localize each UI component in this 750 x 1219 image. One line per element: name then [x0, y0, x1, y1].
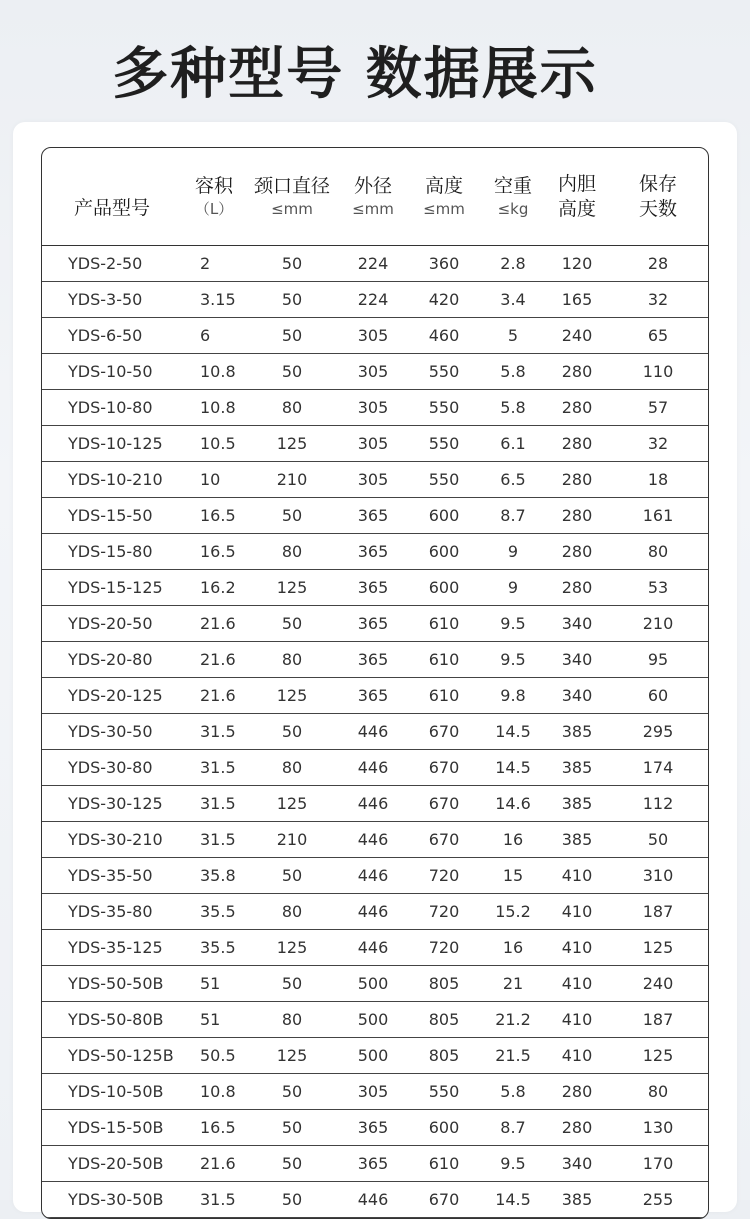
cell-outer-diameter: 365: [338, 1146, 408, 1182]
cell-volume: 16.2: [182, 570, 246, 606]
cell-storage-days: 187: [608, 894, 708, 930]
cell-outer-diameter: 365: [338, 678, 408, 714]
cell-model: YDS-20-50B: [42, 1146, 182, 1182]
cell-storage-days: 80: [608, 534, 708, 570]
cell-empty-weight: 21.5: [480, 1038, 546, 1074]
cell-storage-days: 255: [608, 1182, 708, 1218]
cell-volume: 31.5: [182, 822, 246, 858]
cell-volume: 3.15: [182, 282, 246, 318]
cell-volume: 10.8: [182, 390, 246, 426]
cell-height: 360: [408, 246, 480, 282]
cell-inner-height: 280: [546, 1110, 608, 1146]
cell-empty-weight: 8.7: [480, 498, 546, 534]
cell-volume: 2: [182, 246, 246, 282]
table-row: [42, 462, 708, 498]
cell-model: YDS-20-80: [42, 642, 182, 678]
cell-inner-height: 410: [546, 966, 608, 1002]
cell-empty-weight: 6.1: [480, 426, 546, 462]
table-row: [42, 678, 708, 714]
table-row: [42, 1002, 708, 1038]
cell-outer-diameter: 305: [338, 354, 408, 390]
cell-empty-weight: 14.5: [480, 1182, 546, 1218]
cell-outer-diameter: 305: [338, 390, 408, 426]
cell-empty-weight: 9.8: [480, 678, 546, 714]
cell-model: YDS-20-50: [42, 606, 182, 642]
cell-height: 550: [408, 462, 480, 498]
cell-volume: 51: [182, 1002, 246, 1038]
cell-model: YDS-30-50: [42, 714, 182, 750]
cell-volume: 31.5: [182, 1182, 246, 1218]
cell-outer-diameter: 446: [338, 786, 408, 822]
header-empty-weight: [480, 148, 546, 246]
cell-height: 805: [408, 1002, 480, 1038]
header-weight-unit: ≤kg: [497, 199, 529, 218]
header-storage-label-1: 保存: [638, 172, 677, 195]
cell-inner-height: 165: [546, 282, 608, 318]
cell-volume: 51: [182, 966, 246, 1002]
cell-volume: 16.5: [182, 534, 246, 570]
cell-inner-height: 280: [546, 426, 608, 462]
cell-empty-weight: 9: [480, 534, 546, 570]
cell-outer-diameter: 305: [338, 1074, 408, 1110]
header-neck-label: 颈口直径: [253, 174, 330, 197]
header-model-label: 产品型号: [73, 196, 150, 219]
cell-empty-weight: 16: [480, 822, 546, 858]
table-row: [42, 606, 708, 642]
header-inner-height: [546, 148, 608, 246]
cell-neck-diameter: 210: [246, 462, 338, 498]
table-row: [42, 1038, 708, 1074]
cell-storage-days: 50: [608, 822, 708, 858]
cell-height: 610: [408, 1146, 480, 1182]
cell-outer-diameter: 305: [338, 426, 408, 462]
table-row: [42, 786, 708, 822]
table-row: [42, 498, 708, 534]
cell-neck-diameter: 125: [246, 1038, 338, 1074]
cell-neck-diameter: 50: [246, 714, 338, 750]
cell-storage-days: 32: [608, 426, 708, 462]
cell-height: 600: [408, 570, 480, 606]
header-inner-label-2: 高度: [557, 197, 596, 220]
cell-inner-height: 280: [546, 534, 608, 570]
cell-model: YDS-30-210: [42, 822, 182, 858]
cell-inner-height: 340: [546, 606, 608, 642]
cell-model: YDS-6-50: [42, 318, 182, 354]
cell-model: YDS-2-50: [42, 246, 182, 282]
table-row: [42, 822, 708, 858]
cell-height: 550: [408, 354, 480, 390]
cell-volume: 35.8: [182, 858, 246, 894]
cell-height: 720: [408, 930, 480, 966]
header-model: [42, 148, 182, 246]
cell-volume: 10.5: [182, 426, 246, 462]
cell-empty-weight: 14.5: [480, 714, 546, 750]
cell-height: 670: [408, 786, 480, 822]
table-row: [42, 750, 708, 786]
cell-neck-diameter: 50: [246, 246, 338, 282]
cell-height: 600: [408, 534, 480, 570]
cell-empty-weight: 5.8: [480, 354, 546, 390]
cell-outer-diameter: 446: [338, 930, 408, 966]
cell-outer-diameter: 365: [338, 534, 408, 570]
cell-storage-days: 210: [608, 606, 708, 642]
cell-model: YDS-15-50B: [42, 1110, 182, 1146]
cell-outer-diameter: 500: [338, 1038, 408, 1074]
cell-outer-diameter: 365: [338, 498, 408, 534]
cell-empty-weight: 15: [480, 858, 546, 894]
cell-neck-diameter: 50: [246, 858, 338, 894]
cell-storage-days: 65: [608, 318, 708, 354]
cell-height: 670: [408, 714, 480, 750]
cell-volume: 21.6: [182, 642, 246, 678]
table-row: [42, 426, 708, 462]
cell-inner-height: 280: [546, 390, 608, 426]
cell-outer-diameter: 365: [338, 1110, 408, 1146]
table-row: [42, 318, 708, 354]
header-outer-unit: ≤mm: [352, 199, 394, 218]
table-row: [42, 714, 708, 750]
cell-outer-diameter: 365: [338, 642, 408, 678]
cell-inner-height: 410: [546, 1002, 608, 1038]
cell-height: 805: [408, 1038, 480, 1074]
cell-neck-diameter: 50: [246, 1110, 338, 1146]
cell-outer-diameter: 446: [338, 894, 408, 930]
spec-table: [42, 148, 708, 1218]
cell-neck-diameter: 80: [246, 894, 338, 930]
cell-neck-diameter: 80: [246, 750, 338, 786]
cell-storage-days: 240: [608, 966, 708, 1002]
cell-empty-weight: 2.8: [480, 246, 546, 282]
cell-volume: 31.5: [182, 786, 246, 822]
cell-neck-diameter: 50: [246, 1182, 338, 1218]
cell-inner-height: 280: [546, 570, 608, 606]
cell-inner-height: 385: [546, 822, 608, 858]
cell-outer-diameter: 305: [338, 462, 408, 498]
cell-empty-weight: 16: [480, 930, 546, 966]
cell-inner-height: 120: [546, 246, 608, 282]
cell-height: 720: [408, 858, 480, 894]
cell-storage-days: 110: [608, 354, 708, 390]
cell-storage-days: 112: [608, 786, 708, 822]
cell-storage-days: 125: [608, 1038, 708, 1074]
table-header-row: [42, 148, 708, 246]
header-storage-label-2: 天数: [638, 197, 677, 220]
cell-model: YDS-10-50: [42, 354, 182, 390]
cell-volume: 21.6: [182, 606, 246, 642]
cell-model: YDS-15-50: [42, 498, 182, 534]
cell-volume: 31.5: [182, 714, 246, 750]
cell-empty-weight: 15.2: [480, 894, 546, 930]
table-row: [42, 966, 708, 1002]
cell-inner-height: 385: [546, 1182, 608, 1218]
cell-neck-diameter: 125: [246, 678, 338, 714]
cell-volume: 10: [182, 462, 246, 498]
cell-outer-diameter: 365: [338, 570, 408, 606]
cell-storage-days: 130: [608, 1110, 708, 1146]
cell-neck-diameter: 80: [246, 390, 338, 426]
cell-inner-height: 240: [546, 318, 608, 354]
table-row: [42, 1110, 708, 1146]
cell-model: YDS-30-50B: [42, 1182, 182, 1218]
cell-storage-days: 53: [608, 570, 708, 606]
cell-neck-diameter: 50: [246, 1074, 338, 1110]
cell-volume: 16.5: [182, 498, 246, 534]
cell-empty-weight: 3.4: [480, 282, 546, 318]
header-inner-label-1: 内胆: [557, 172, 596, 195]
cell-outer-diameter: 446: [338, 714, 408, 750]
cell-outer-diameter: 446: [338, 822, 408, 858]
cell-height: 610: [408, 606, 480, 642]
cell-height: 670: [408, 750, 480, 786]
cell-neck-diameter: 125: [246, 786, 338, 822]
cell-height: 610: [408, 678, 480, 714]
cell-height: 550: [408, 426, 480, 462]
cell-inner-height: 410: [546, 894, 608, 930]
cell-volume: 35.5: [182, 930, 246, 966]
table-row: [42, 894, 708, 930]
cell-empty-weight: 21.2: [480, 1002, 546, 1038]
cell-height: 720: [408, 894, 480, 930]
cell-inner-height: 280: [546, 462, 608, 498]
cell-model: YDS-50-125B: [42, 1038, 182, 1074]
cell-outer-diameter: 305: [338, 318, 408, 354]
cell-height: 600: [408, 498, 480, 534]
cell-height: 670: [408, 822, 480, 858]
cell-model: YDS-35-80: [42, 894, 182, 930]
table-row: [42, 570, 708, 606]
cell-volume: 6: [182, 318, 246, 354]
cell-neck-diameter: 50: [246, 318, 338, 354]
header-volume-label: 容积: [194, 174, 233, 197]
cell-volume: 21.6: [182, 1146, 246, 1182]
cell-empty-weight: 6.5: [480, 462, 546, 498]
cell-model: YDS-35-125: [42, 930, 182, 966]
cell-inner-height: 340: [546, 678, 608, 714]
cell-model: YDS-50-50B: [42, 966, 182, 1002]
cell-height: 460: [408, 318, 480, 354]
cell-neck-diameter: 125: [246, 570, 338, 606]
cell-empty-weight: 8.7: [480, 1110, 546, 1146]
cell-storage-days: 170: [608, 1146, 708, 1182]
cell-storage-days: 161: [608, 498, 708, 534]
cell-neck-diameter: 50: [246, 354, 338, 390]
cell-outer-diameter: 365: [338, 606, 408, 642]
cell-neck-diameter: 80: [246, 534, 338, 570]
cell-empty-weight: 5: [480, 318, 546, 354]
cell-empty-weight: 9.5: [480, 606, 546, 642]
cell-empty-weight: 14.6: [480, 786, 546, 822]
cell-neck-diameter: 50: [246, 966, 338, 1002]
header-weight-label: 空重: [493, 174, 532, 197]
cell-model: YDS-30-80: [42, 750, 182, 786]
cell-storage-days: 187: [608, 1002, 708, 1038]
page-title: 多种型号 数据展示: [112, 42, 598, 107]
table-row: [42, 390, 708, 426]
header-volume: [182, 148, 246, 246]
cell-volume: 10.8: [182, 1074, 246, 1110]
header-height-unit: ≤mm: [423, 199, 465, 218]
cell-inner-height: 280: [546, 1074, 608, 1110]
cell-volume: 35.5: [182, 894, 246, 930]
cell-neck-diameter: 80: [246, 1002, 338, 1038]
cell-neck-diameter: 125: [246, 426, 338, 462]
cell-model: YDS-20-125: [42, 678, 182, 714]
cell-height: 670: [408, 1182, 480, 1218]
cell-outer-diameter: 224: [338, 246, 408, 282]
cell-neck-diameter: 50: [246, 282, 338, 318]
header-volume-unit: （L）: [194, 199, 234, 218]
cell-empty-weight: 21: [480, 966, 546, 1002]
header-height-label: 高度: [424, 174, 463, 197]
header-neck-diameter: [246, 148, 338, 246]
cell-inner-height: 385: [546, 786, 608, 822]
cell-model: YDS-50-80B: [42, 1002, 182, 1038]
cell-height: 610: [408, 642, 480, 678]
header-storage-days: [608, 148, 708, 246]
cell-neck-diameter: 50: [246, 498, 338, 534]
cell-volume: 10.8: [182, 354, 246, 390]
cell-storage-days: 125: [608, 930, 708, 966]
cell-neck-diameter: 80: [246, 642, 338, 678]
cell-height: 420: [408, 282, 480, 318]
table-row: [42, 1146, 708, 1182]
header-height: [408, 148, 480, 246]
cell-model: YDS-35-50: [42, 858, 182, 894]
spec-table-container: [41, 147, 709, 1219]
cell-storage-days: 95: [608, 642, 708, 678]
cell-storage-days: 18: [608, 462, 708, 498]
cell-outer-diameter: 224: [338, 282, 408, 318]
cell-height: 550: [408, 1074, 480, 1110]
cell-storage-days: 310: [608, 858, 708, 894]
cell-empty-weight: 5.8: [480, 390, 546, 426]
cell-storage-days: 60: [608, 678, 708, 714]
cell-storage-days: 80: [608, 1074, 708, 1110]
table-row: [42, 282, 708, 318]
table-row: [42, 534, 708, 570]
table-row: [42, 642, 708, 678]
cell-volume: 50.5: [182, 1038, 246, 1074]
cell-model: YDS-15-80: [42, 534, 182, 570]
cell-empty-weight: 14.5: [480, 750, 546, 786]
cell-inner-height: 280: [546, 498, 608, 534]
cell-volume: 16.5: [182, 1110, 246, 1146]
cell-model: YDS-10-80: [42, 390, 182, 426]
cell-inner-height: 340: [546, 642, 608, 678]
cell-outer-diameter: 446: [338, 1182, 408, 1218]
cell-empty-weight: 5.8: [480, 1074, 546, 1110]
table-row: [42, 246, 708, 282]
cell-inner-height: 410: [546, 858, 608, 894]
cell-model: YDS-10-125: [42, 426, 182, 462]
cell-outer-diameter: 500: [338, 1002, 408, 1038]
table-row: [42, 354, 708, 390]
cell-model: YDS-10-50B: [42, 1074, 182, 1110]
header-outer-diameter: [338, 148, 408, 246]
header-outer-label: 外径: [353, 174, 392, 197]
cell-storage-days: 57: [608, 390, 708, 426]
cell-neck-diameter: 50: [246, 606, 338, 642]
cell-height: 805: [408, 966, 480, 1002]
cell-model: YDS-30-125: [42, 786, 182, 822]
cell-outer-diameter: 500: [338, 966, 408, 1002]
cell-empty-weight: 9.5: [480, 642, 546, 678]
cell-neck-diameter: 125: [246, 930, 338, 966]
cell-inner-height: 385: [546, 750, 608, 786]
cell-volume: 31.5: [182, 750, 246, 786]
cell-outer-diameter: 446: [338, 858, 408, 894]
cell-height: 600: [408, 1110, 480, 1146]
cell-outer-diameter: 446: [338, 750, 408, 786]
table-row: [42, 930, 708, 966]
table-row: [42, 858, 708, 894]
cell-neck-diameter: 210: [246, 822, 338, 858]
cell-volume: 21.6: [182, 678, 246, 714]
cell-model: YDS-3-50: [42, 282, 182, 318]
cell-empty-weight: 9: [480, 570, 546, 606]
table-row: [42, 1074, 708, 1110]
cell-model: YDS-15-125: [42, 570, 182, 606]
cell-storage-days: 32: [608, 282, 708, 318]
cell-empty-weight: 9.5: [480, 1146, 546, 1182]
cell-inner-height: 340: [546, 1146, 608, 1182]
cell-inner-height: 385: [546, 714, 608, 750]
cell-inner-height: 280: [546, 354, 608, 390]
cell-inner-height: 410: [546, 930, 608, 966]
cell-storage-days: 295: [608, 714, 708, 750]
cell-storage-days: 28: [608, 246, 708, 282]
cell-neck-diameter: 50: [246, 1146, 338, 1182]
header-neck-unit: ≤mm: [271, 199, 313, 218]
cell-model: YDS-10-210: [42, 462, 182, 498]
cell-storage-days: 174: [608, 750, 708, 786]
cell-inner-height: 410: [546, 1038, 608, 1074]
cell-height: 550: [408, 390, 480, 426]
